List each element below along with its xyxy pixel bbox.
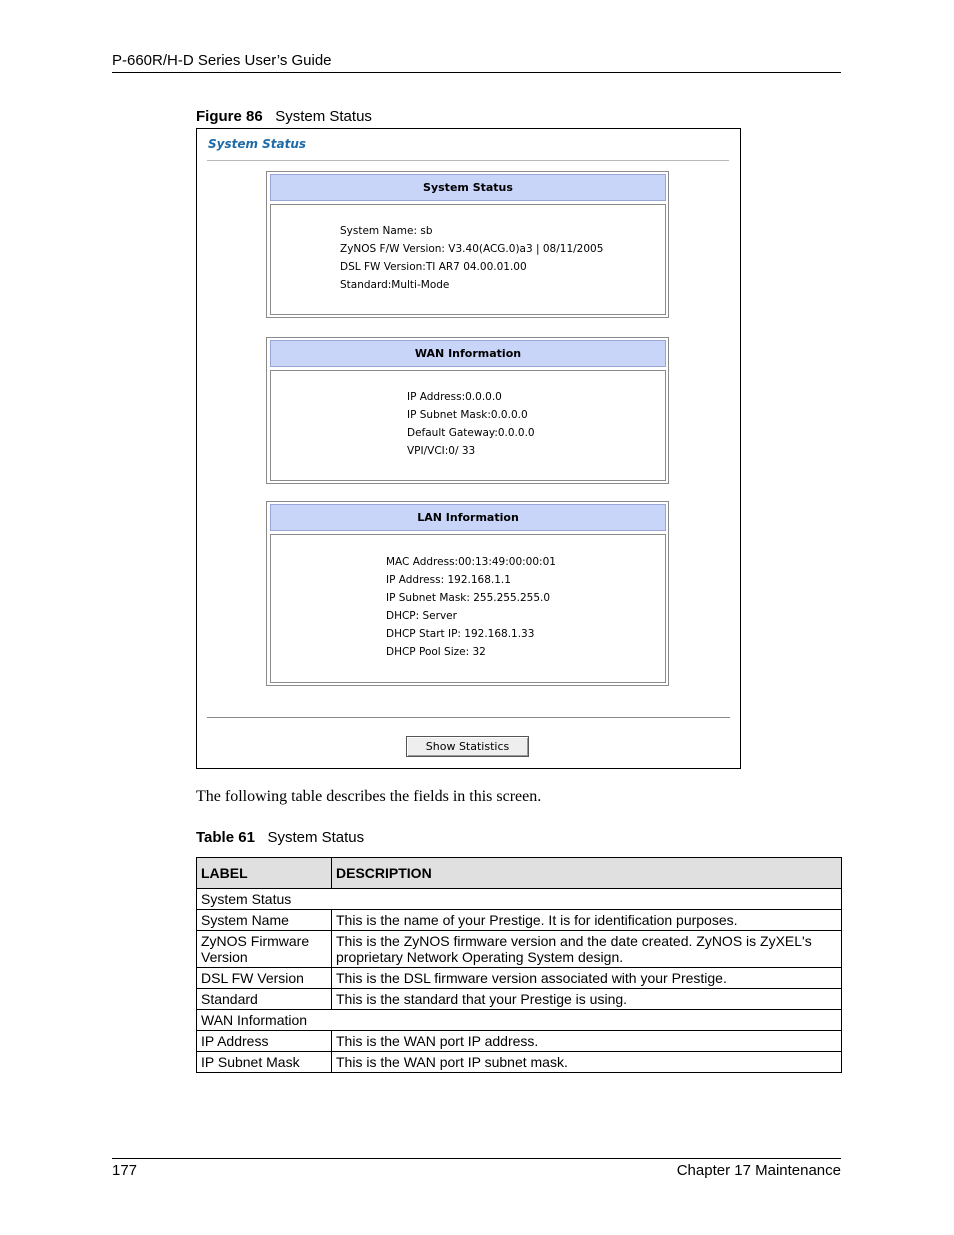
screen-title-rule xyxy=(207,160,729,161)
row-label: ZyNOS Firmware Version xyxy=(197,931,332,968)
screen-title: System Status xyxy=(208,137,307,151)
system-status-body xyxy=(270,204,666,315)
figure-caption-text: System Status xyxy=(275,108,372,125)
table-caption xyxy=(196,829,364,846)
description-column-header: DESCRIPTION xyxy=(332,858,842,889)
system-status-screenshot xyxy=(196,128,741,769)
header-rule xyxy=(112,72,841,73)
label-column-header: LABEL xyxy=(197,858,332,889)
row-description: This is the name of your Prestige. It is for identification purposes. xyxy=(332,910,842,931)
row-description: This is the WAN port IP address. xyxy=(332,1031,842,1052)
wan-subnet-mask-line: IP Subnet Mask:0.0.0.0 xyxy=(407,409,528,421)
table-row xyxy=(197,1031,842,1052)
show-statistics-button[interactable]: Show Statistics xyxy=(406,736,529,757)
zynos-version-line: ZyNOS F/W Version: V3.40(ACG.0)a3 | 08/11/2005 xyxy=(340,243,604,255)
chapter-title: Chapter 17 Maintenance xyxy=(676,1162,841,1179)
running-header-title: P-660R/H-D Series User’s Guide xyxy=(112,52,332,69)
table-row xyxy=(197,910,842,931)
figure-label: Figure 86 xyxy=(196,108,263,125)
table-section-row xyxy=(197,889,842,910)
lan-information-heading: LAN Information xyxy=(270,504,666,531)
row-description: This is the ZyNOS firmware version and the date created. ZyNOS is ZyXEL's proprietary Network Operating System design. xyxy=(332,931,842,968)
row-label: IP Address xyxy=(197,1031,332,1052)
table-row xyxy=(197,989,842,1010)
lan-dhcp-line: DHCP: Server xyxy=(386,610,457,622)
page-number: 177 xyxy=(112,1162,138,1179)
table-row xyxy=(197,1052,842,1073)
wan-information-body xyxy=(270,370,666,481)
lan-information-lines xyxy=(386,553,556,661)
wan-information-panel xyxy=(266,337,669,484)
lan-ip-address-line: IP Address: 192.168.1.1 xyxy=(386,574,511,586)
wan-information-heading: WAN Information xyxy=(270,340,666,367)
button-divider xyxy=(207,717,730,718)
wan-information-lines xyxy=(407,388,535,460)
table-header-row xyxy=(197,858,842,889)
lan-subnet-mask-line: IP Subnet Mask: 255.255.255.0 xyxy=(386,592,551,604)
wan-ip-address-line: IP Address:0.0.0.0 xyxy=(407,391,502,403)
row-label: DSL FW Version xyxy=(197,968,332,989)
system-status-table xyxy=(196,857,842,1073)
system-name-line: System Name: sb xyxy=(340,225,433,237)
section-label: WAN Information xyxy=(197,1010,842,1031)
lan-information-body xyxy=(270,534,666,683)
row-description: This is the DSL firmware version associated with your Prestige. xyxy=(332,968,842,989)
standard-line: Standard:Multi-Mode xyxy=(340,279,450,291)
system-status-panel xyxy=(266,171,669,318)
wan-gateway-line: Default Gateway:0.0.0.0 xyxy=(407,427,535,439)
row-description: This is the standard that your Prestige is using. xyxy=(332,989,842,1010)
table-row xyxy=(197,968,842,989)
system-status-lines xyxy=(340,222,603,294)
row-description: This is the WAN port IP subnet mask. xyxy=(332,1052,842,1073)
lan-dhcp-pool-line: DHCP Pool Size: 32 xyxy=(386,646,486,658)
lan-information-panel xyxy=(266,501,669,686)
lan-dhcp-start-line: DHCP Start IP: 192.168.1.33 xyxy=(386,628,535,640)
figure-caption xyxy=(196,108,372,125)
intro-paragraph: The following table describes the fields in this screen. xyxy=(196,788,542,805)
section-label: System Status xyxy=(197,889,842,910)
table-section-row xyxy=(197,1010,842,1031)
footer-rule xyxy=(112,1158,841,1159)
table-row xyxy=(197,931,842,968)
table-caption-text: System Status xyxy=(267,829,365,846)
lan-mac-address-line: MAC Address:00:13:49:00:00:01 xyxy=(386,556,556,568)
system-status-heading: System Status xyxy=(270,174,666,201)
row-label: Standard xyxy=(197,989,332,1010)
table-label: Table 61 xyxy=(196,829,255,846)
row-label: System Name xyxy=(197,910,332,931)
wan-vpi-vci-line: VPI/VCI:0/ 33 xyxy=(407,445,476,457)
dsl-fw-version-line: DSL FW Version:TI AR7 04.00.01.00 xyxy=(340,261,527,273)
row-label: IP Subnet Mask xyxy=(197,1052,332,1073)
